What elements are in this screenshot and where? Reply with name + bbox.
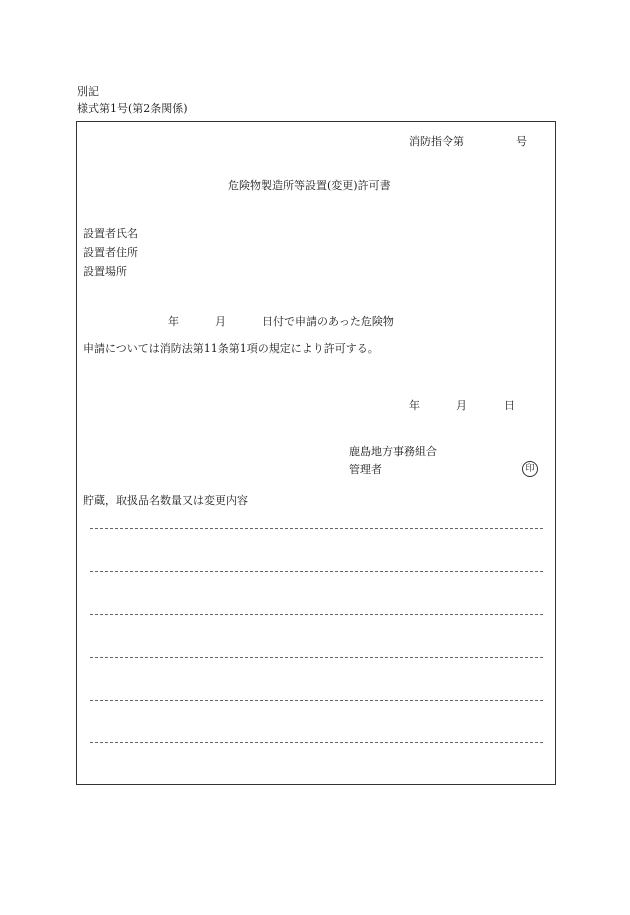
entry-line bbox=[90, 700, 543, 701]
entry-line bbox=[90, 742, 543, 743]
field-applicant-address: 設置者住所 bbox=[83, 246, 138, 259]
entry-line bbox=[90, 614, 543, 615]
issuer-title: 管理者 bbox=[349, 463, 382, 476]
entry-line bbox=[90, 657, 543, 658]
seal-mark: 印 bbox=[522, 461, 538, 477]
form-number: 様式第1号(第2条関係) bbox=[77, 102, 188, 115]
document-title: 危険物製造所等設置(変更)許可書 bbox=[228, 179, 391, 192]
application-year-label: 年 bbox=[168, 315, 179, 328]
appendix-label: 別記 bbox=[77, 85, 99, 98]
issue-day-label: 日 bbox=[504, 399, 515, 412]
document-number-suffix: 号 bbox=[516, 135, 527, 148]
form-frame bbox=[76, 121, 556, 785]
issue-year-label: 年 bbox=[409, 399, 420, 412]
issuer-organization: 鹿島地方事務組合 bbox=[349, 445, 437, 458]
application-day-text: 日付で申請のあった危険物 bbox=[262, 315, 394, 328]
entry-line bbox=[90, 528, 543, 529]
entry-line bbox=[90, 571, 543, 572]
field-applicant-name: 設置者氏名 bbox=[83, 227, 138, 240]
storage-details-label: 貯蔵，取扱品名数量又は変更内容 bbox=[83, 494, 248, 507]
field-installation-site: 設置場所 bbox=[83, 265, 127, 278]
issue-month-label: 月 bbox=[456, 399, 467, 412]
permission-statement: 申請については消防法第11条第1項の規定により許可する。 bbox=[83, 342, 379, 355]
document-number-prefix: 消防指令第 bbox=[409, 135, 464, 148]
application-month-label: 月 bbox=[215, 315, 226, 328]
